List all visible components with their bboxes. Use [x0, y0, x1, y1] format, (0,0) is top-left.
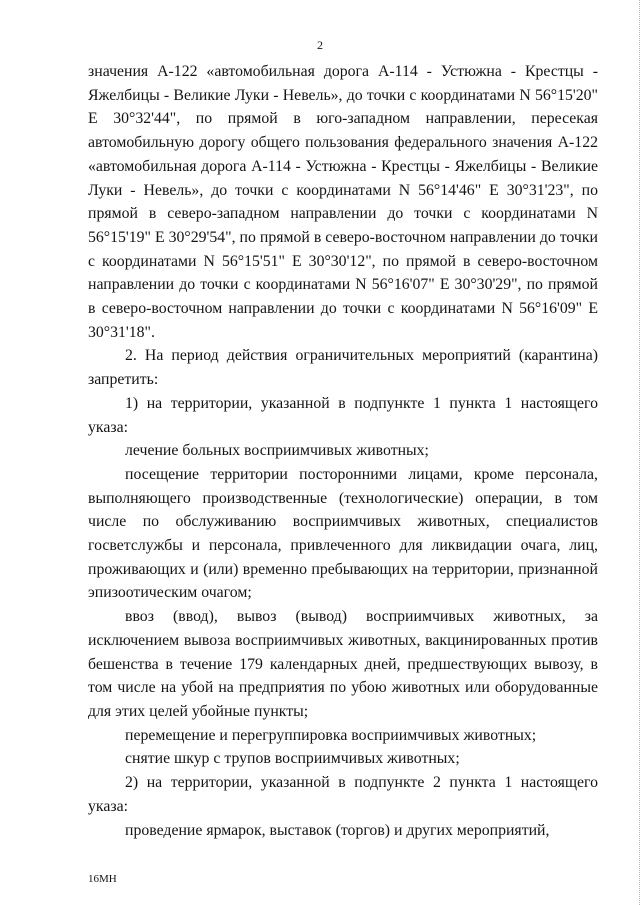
document-body — [88, 60, 598, 842]
paragraph: лечение больных восприимчивых животных; — [125, 442, 429, 460]
paragraph: перемещение и перегруппировка восприимчивых животных; — [125, 726, 537, 744]
paragraph: 1) на территории, указанной в подпункте 1 пункта 1 настоящего указа: — [88, 394, 598, 436]
paragraph: снятие шкур с трупов восприимчивых животных; — [125, 750, 460, 768]
page-number: 2 — [317, 38, 323, 52]
paragraph: 2. На период действия ограничительных мероприятий (карантина) запретить: — [88, 347, 598, 389]
paragraph: 2) на территории, указанной в подпункте 2 пункта 1 настоящего указа: — [88, 774, 598, 815]
document-code: 16МН — [88, 873, 117, 885]
paragraph: ввоз (ввод), вывоз (вывод) восприимчивых животных, за исключением вывоза восприимчивых животных, вакцинированных против бешенства в течение 179 календарных дней, предшествующих вывозу, в том числе на убой на предприятия по убою животных или оборудованные для этих целей убойные пункты; — [88, 608, 598, 720]
paragraph: проведение ярмарок, выставок (торгов) и других мероприятий, — [125, 821, 550, 839]
paragraph: посещение территории посторонними лицами, кроме персонала, выполняющего производственные (технологические) операции, в том числе по обслуживанию восприимчивых животных, специалистов госветслужбы и персонала, привлеченного для ликвидации очага, лиц, проживающих и (или) временно пребывающих на территории, признанной эпизоотическим очагом; — [88, 465, 598, 602]
paragraph: значения А-122 «автомобильная дорога А-114 - Устюжна - Крестцы - Яжелбицы - Великие Луки - Невель», до точки с координатами N 56°15'20" E 30°32'44", по прямой в юго-западном направлении, пересекая автомобильную дорогу общего пользования федерального значения А-122 «автомобильная дорога А-114 - Устюжна - Крестцы - Яжелбицы - Великие Луки - Невель», до точки с координатами N 56°14'46" E 30°31'23", по прямой в северо-западном направлении до точки с координатами N 56°15'19" E 30°29'54", по прямой в северо-восточном направлении до точки с координатами N 56°15'51" E 30°30'12", по прямой в северо-восточном направлении до точки с координатами N 56°16'07" E 30°30'29", по прямой в северо-восточном направлении до точки с координатами N 56°16'09" E 30°31'18". — [88, 63, 598, 341]
